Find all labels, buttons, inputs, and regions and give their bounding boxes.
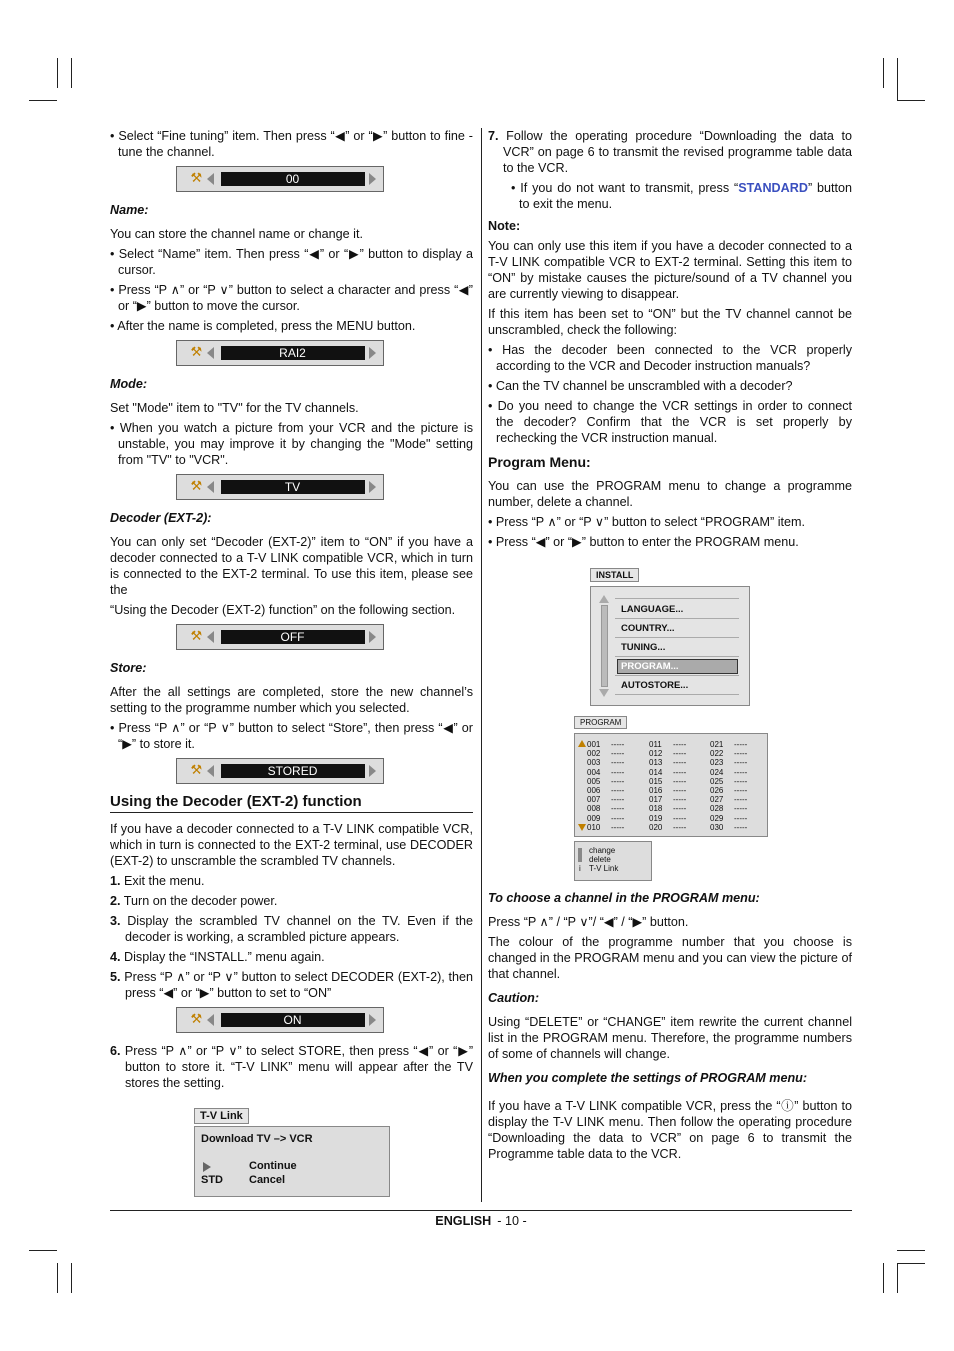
program-number[interactable]: 018 bbox=[649, 804, 663, 814]
install-tab: INSTALL bbox=[590, 568, 639, 582]
program-name-placeholder: ----- bbox=[611, 767, 625, 777]
footer-rule bbox=[110, 1210, 852, 1211]
store-heading: Store: bbox=[110, 661, 147, 675]
step-3: 3. Display the scrambled TV channel on the TV. Even if the decoder is working, a scrambled picture appears. bbox=[110, 914, 473, 944]
program-number[interactable]: 002 bbox=[587, 749, 601, 759]
left-arrow-icon bbox=[207, 347, 214, 359]
program-number[interactable]: 020 bbox=[649, 822, 663, 832]
menu-divider bbox=[615, 675, 739, 676]
program-name-placeholder: ----- bbox=[611, 822, 625, 832]
decoder-para-2: “Using the Decoder (EXT-2) function” on the following section. bbox=[110, 603, 456, 617]
step-2-text: Turn on the decoder power. bbox=[123, 894, 278, 908]
using-decoder-para: If you have a decoder connected to a T-V LINK compatible VCR, which in turn is connected to the EXT-2 terminal, use DECODER (EXT-2) to unscramble the scrambled TV channels. bbox=[110, 822, 473, 868]
program-legend bbox=[574, 841, 652, 881]
program-name-placeholder: ----- bbox=[611, 786, 625, 795]
wrench-icon: ⚒ bbox=[190, 1011, 203, 1026]
name-heading: Name: bbox=[110, 203, 149, 217]
program-name-placeholder: ----- bbox=[673, 749, 687, 759]
program-number[interactable]: 023 bbox=[710, 758, 724, 768]
right-column-lower bbox=[488, 890, 852, 1166]
crop-mark bbox=[29, 100, 57, 101]
program-name-placeholder: ----- bbox=[734, 749, 748, 759]
choose-para-2: The colour of the programme number that you choose is changed in the PROGRAM menu and you can view the picture of that channel. bbox=[488, 935, 852, 981]
name-bullet-2: • Press “P ∧” or “P ∨” button to select a character and press “◀” or “▶” button to move the cursor. bbox=[110, 283, 473, 313]
program-tab: PROGRAM bbox=[574, 716, 627, 729]
program-name-placeholder: ----- bbox=[673, 795, 687, 805]
program-name-placeholder: ----- bbox=[734, 776, 748, 786]
osd-fine-tuning bbox=[176, 166, 384, 192]
legend-bar-icon bbox=[578, 848, 582, 862]
play-icon bbox=[203, 1162, 211, 1172]
left-column bbox=[110, 128, 473, 1095]
column-divider bbox=[481, 128, 482, 1202]
step-7-text: Follow the operating procedure “Downloading the data to VCR” on page 6 to transmit the revised programme table data to the VCR. bbox=[503, 129, 852, 175]
store-bullet: • Press “P ∧” or “P ∨” button to select “Store”, then press “◀” or “▶” to store it. bbox=[110, 721, 473, 751]
right-arrow-icon bbox=[369, 347, 376, 359]
tvlink-dialog bbox=[194, 1126, 390, 1197]
crop-mark bbox=[71, 1263, 72, 1293]
program-number[interactable]: 027 bbox=[710, 795, 724, 805]
step-5: 5. Press “P ∧” or “P ∨” button to select DECODER (EXT-2), then press “◀” or “▶” button to set to “ON” bbox=[110, 970, 474, 1000]
program-number[interactable]: 007 bbox=[587, 795, 601, 805]
right-column bbox=[488, 128, 852, 554]
note-heading: Note: bbox=[488, 219, 521, 233]
program-number[interactable]: 010 bbox=[587, 822, 601, 832]
step-7: 7. Follow the operating procedure “Downloading the data to VCR” on page 6 to transmit the revised programme table data to the VCR. bbox=[488, 129, 852, 175]
program-name-placeholder: ----- bbox=[611, 740, 625, 749]
menu-divider bbox=[615, 656, 739, 657]
crop-mark bbox=[883, 58, 884, 88]
left-arrow-icon bbox=[207, 1014, 214, 1026]
program-number[interactable]: 011 bbox=[649, 740, 662, 749]
name-bullet-3: • After the name is completed, press the MENU button. bbox=[110, 319, 416, 333]
install-menu bbox=[590, 586, 750, 706]
crop-mark bbox=[71, 58, 72, 88]
program-name-placeholder: ----- bbox=[734, 767, 748, 777]
mode-bullet-1: • When you watch a picture from your VCR and the picture is unstable, you may improve it by changing the "Mode" setting from "TV" to "VCR". bbox=[110, 421, 473, 467]
right-arrow-icon bbox=[369, 631, 376, 643]
scroll-up-icon bbox=[599, 595, 609, 603]
tvlink-continue[interactable]: Continue bbox=[249, 1160, 297, 1172]
program-number[interactable]: 028 bbox=[710, 804, 724, 814]
program-number[interactable]: 001 bbox=[587, 740, 601, 749]
osd-value: ON bbox=[221, 1013, 365, 1027]
mode-heading: Mode: bbox=[110, 377, 148, 391]
wrench-icon: ⚒ bbox=[190, 478, 203, 493]
program-number[interactable]: 006 bbox=[587, 786, 601, 795]
tvlink-title: Download TV –> VCR bbox=[201, 1133, 313, 1145]
program-name-placeholder: ----- bbox=[734, 804, 748, 814]
program-number[interactable]: 029 bbox=[710, 813, 724, 823]
program-number[interactable]: 009 bbox=[587, 813, 601, 823]
legend-tvlink: T-V Link bbox=[589, 864, 619, 873]
program-name-placeholder: ----- bbox=[673, 767, 687, 777]
program-name-placeholder: ----- bbox=[673, 813, 687, 823]
legend-change: change bbox=[589, 846, 616, 855]
crop-mark bbox=[57, 1263, 58, 1293]
left-arrow-icon bbox=[207, 631, 214, 643]
decoder-para-1: You can only set “Decoder (EXT-2)” item to “ON” if you have a decoder connected to a T-V LINK compatible VCR, which in turn is connected to the EXT-2 terminal. To use this item, please see the bbox=[110, 535, 473, 597]
osd-name bbox=[176, 340, 384, 366]
program-name-placeholder: ----- bbox=[673, 740, 687, 749]
scroll-down-icon bbox=[578, 824, 586, 831]
install-item-language[interactable]: LANGUAGE... bbox=[621, 604, 684, 615]
program-name-placeholder: ----- bbox=[611, 749, 625, 759]
program-number[interactable]: 013 bbox=[649, 758, 663, 768]
tvlink-cancel[interactable]: Cancel bbox=[249, 1174, 286, 1186]
program-name-placeholder: ----- bbox=[734, 813, 748, 823]
scroll-down-icon bbox=[599, 689, 609, 697]
note-bullet-1: • Has the decoder been connected to the VCR properly according to the VCR and Decoder instruction manuals? bbox=[488, 343, 852, 373]
right-arrow-icon bbox=[369, 481, 376, 493]
step-3-text: Display the scrambled TV channel on the TV. Even if the decoder is working, a scrambled picture appears. bbox=[125, 914, 473, 944]
standard-bullet bbox=[488, 180, 852, 212]
program-name-placeholder: ----- bbox=[611, 804, 625, 814]
scrollbar[interactable] bbox=[601, 605, 608, 687]
program-number[interactable]: 022 bbox=[710, 749, 724, 759]
decoder-heading: Decoder (EXT-2): bbox=[110, 511, 212, 525]
program-number[interactable]: 005 bbox=[587, 776, 601, 786]
step-1-text: Exit the menu. bbox=[124, 874, 205, 888]
osd-decoder-on bbox=[176, 1007, 384, 1033]
crop-mark bbox=[897, 1263, 925, 1264]
program-name-placeholder: ----- bbox=[673, 786, 687, 795]
osd-value: 00 bbox=[221, 172, 365, 186]
standard-word: STANDARD bbox=[738, 181, 808, 195]
program-menu-bullet-1: • Press “P ∧” or “P ∨” button to select “PROGRAM” item. bbox=[488, 515, 806, 529]
program-number[interactable]: 012 bbox=[649, 749, 663, 759]
tvlink-std: STD bbox=[201, 1174, 223, 1186]
osd-mode bbox=[176, 474, 384, 500]
step-2: 2. Turn on the decoder power. bbox=[110, 894, 278, 908]
fine-tuning-bullet: • Select “Fine tuning” item. Then press “◀” or “▶” button to fine -tune the channel. bbox=[110, 129, 473, 159]
note-bullet-3: • Do you need to change the VCR settings in order to connect the decoder? Confirm that the VCR is set properly by rechecking the VCR instruction manual. bbox=[488, 399, 852, 445]
program-number[interactable]: 003 bbox=[587, 758, 601, 768]
program-name-placeholder: ----- bbox=[673, 776, 687, 786]
program-number[interactable]: 019 bbox=[649, 813, 663, 823]
wrench-icon: ⚒ bbox=[190, 170, 203, 185]
install-item-autostore[interactable]: AUTOSTORE... bbox=[621, 680, 689, 691]
program-name-placeholder: ----- bbox=[673, 804, 687, 814]
crop-mark bbox=[29, 1250, 57, 1251]
crop-mark bbox=[883, 1263, 884, 1293]
program-menu-heading: Program Menu: bbox=[488, 454, 591, 470]
osd-value: TV bbox=[221, 480, 365, 494]
step-4-text: Display the “INSTALL.” menu again. bbox=[124, 950, 325, 964]
note-para-1: You can only use this item if you have a decoder connected to a T-V LINK compatible VCR to EXT-2 terminal. Setting this item to “ON” by mistake causes the picture/sound of a TV channel you are currently viewing to disappear. bbox=[488, 239, 852, 301]
program-number[interactable]: 025 bbox=[710, 776, 724, 786]
scroll-up-icon bbox=[578, 740, 586, 747]
using-decoder-heading: Using the Decoder (EXT-2) function bbox=[110, 794, 473, 813]
caution-para: Using “DELETE” or “CHANGE” item rewrite the current channel list in the PROGRAM menu. Therefore, the programme numbers of some of channels will change. bbox=[488, 1015, 852, 1061]
note-para-2: If this item has been set to “ON” but the TV channel cannot be unscrambled, check the following: bbox=[488, 307, 852, 337]
right-arrow-icon bbox=[369, 765, 376, 777]
complete-heading: When you complete the settings of PROGRAM menu: bbox=[488, 1071, 808, 1085]
menu-divider bbox=[615, 694, 739, 695]
legend-delete: delete bbox=[589, 855, 611, 864]
wrench-icon: ⚒ bbox=[190, 628, 203, 643]
mode-para: Set "Mode" item to "TV" for the TV channels. bbox=[110, 401, 359, 415]
program-name-placeholder: ----- bbox=[734, 822, 748, 832]
step-4: 4. Display the “INSTALL.” menu again. bbox=[110, 950, 325, 964]
footer-language: ENGLISH bbox=[435, 1214, 492, 1228]
caution-heading: Caution: bbox=[488, 991, 540, 1005]
left-arrow-icon bbox=[207, 765, 214, 777]
left-arrow-icon bbox=[207, 173, 214, 185]
install-item-country[interactable]: COUNTRY... bbox=[621, 623, 675, 634]
complete-para: If you have a T-V LINK compatible VCR, press the “ⓘ” button to display the T-V LINK menu. Then follow the operating procedure “Downloading the data to VCR” on page 6 to transmit the Programme table data to the VCR. bbox=[488, 1099, 852, 1161]
osd-value: OFF bbox=[221, 630, 365, 644]
right-arrow-icon bbox=[369, 1014, 376, 1026]
program-number[interactable]: 030 bbox=[710, 822, 724, 832]
program-name-placeholder: ----- bbox=[734, 786, 748, 795]
program-name-placeholder: ----- bbox=[611, 758, 625, 768]
crop-mark bbox=[897, 1263, 898, 1293]
program-number[interactable]: 021 bbox=[710, 740, 724, 749]
page-footer bbox=[110, 1214, 852, 1228]
choose-heading: To choose a channel in the PROGRAM menu: bbox=[488, 891, 760, 905]
program-number[interactable]: 026 bbox=[710, 786, 724, 795]
program-menu-bullet-2: • Press “◀” or “▶” button to enter the PROGRAM menu. bbox=[488, 535, 799, 549]
program-name-placeholder: ----- bbox=[673, 822, 687, 832]
osd-store bbox=[176, 758, 384, 784]
osd-value: STORED bbox=[221, 764, 365, 778]
standard-bullet-b: ” button to exit the menu. bbox=[519, 181, 852, 211]
store-para: After the all settings are completed, store the new channel’s setting to the programme number which you selected. bbox=[110, 685, 473, 715]
program-menu-para: You can use the PROGRAM menu to change a programme number, delete a channel. bbox=[488, 479, 852, 509]
crop-mark bbox=[57, 58, 58, 88]
install-item-tuning[interactable]: TUNING... bbox=[621, 642, 666, 653]
program-number[interactable]: 008 bbox=[587, 804, 601, 814]
osd-value: RAI2 bbox=[221, 346, 365, 360]
right-arrow-icon bbox=[369, 173, 376, 185]
crop-mark bbox=[897, 100, 925, 101]
program-name-placeholder: ----- bbox=[734, 795, 748, 805]
program-name-placeholder: ----- bbox=[611, 813, 625, 823]
program-name-placeholder: ----- bbox=[611, 795, 625, 805]
crop-mark bbox=[897, 58, 898, 100]
tvlink-tab: T-V Link bbox=[194, 1108, 249, 1124]
name-para: You can store the channel name or change it. bbox=[110, 227, 363, 241]
wrench-icon: ⚒ bbox=[190, 344, 203, 359]
program-table bbox=[574, 733, 768, 837]
footer-page-number: - 10 - bbox=[497, 1214, 527, 1228]
program-name-placeholder: ----- bbox=[734, 740, 748, 749]
install-item-program[interactable]: PROGRAM... bbox=[621, 661, 679, 672]
choose-para-1: Press “P ∧” / “P ∨”/ “◀” / “▶” button. bbox=[488, 915, 689, 929]
program-number[interactable]: 004 bbox=[587, 767, 601, 777]
crop-mark bbox=[897, 1250, 925, 1251]
osd-decoder bbox=[176, 624, 384, 650]
program-number[interactable]: 024 bbox=[710, 767, 724, 777]
program-number[interactable]: 015 bbox=[649, 776, 663, 786]
step-6: 6. Press “P ∧” or “P ∨” to select STORE, then press “◀” or “▶” button to store it. “T-V LINK” menu will appear after the TV stores the setting. bbox=[110, 1044, 474, 1090]
menu-divider bbox=[615, 618, 739, 619]
name-bullet-1: • Select “Name” item. Then press “◀” or “▶” button to display a cursor. bbox=[110, 247, 473, 277]
left-arrow-icon bbox=[207, 481, 214, 493]
program-name-placeholder: ----- bbox=[734, 758, 748, 768]
standard-bullet-a: • If you do not want to transmit, press “ bbox=[511, 181, 739, 195]
menu-divider bbox=[615, 598, 739, 599]
step-1: 1. Exit the menu. bbox=[110, 874, 205, 888]
program-name-placeholder: ----- bbox=[611, 776, 625, 786]
program-number[interactable]: 016 bbox=[649, 786, 663, 795]
menu-divider bbox=[615, 637, 739, 638]
info-icon: i bbox=[579, 864, 581, 873]
note-bullet-2: • Can the TV channel be unscrambled with a decoder? bbox=[488, 379, 793, 393]
step-6-text: Press “P ∧” or “P ∨” to select STORE, then press “◀” or “▶” button to store it. “T-V LINK” menu will appear after the TV stores the setting. bbox=[124, 1044, 474, 1090]
step-5-text: Press “P ∧” or “P ∨” button to select DECODER (EXT-2), then press “◀” or “▶” button to set to “ON” bbox=[124, 970, 474, 1000]
program-name-placeholder: ----- bbox=[673, 758, 687, 768]
program-number[interactable]: 017 bbox=[649, 795, 663, 805]
program-number[interactable]: 014 bbox=[649, 767, 663, 777]
wrench-icon: ⚒ bbox=[190, 762, 203, 777]
